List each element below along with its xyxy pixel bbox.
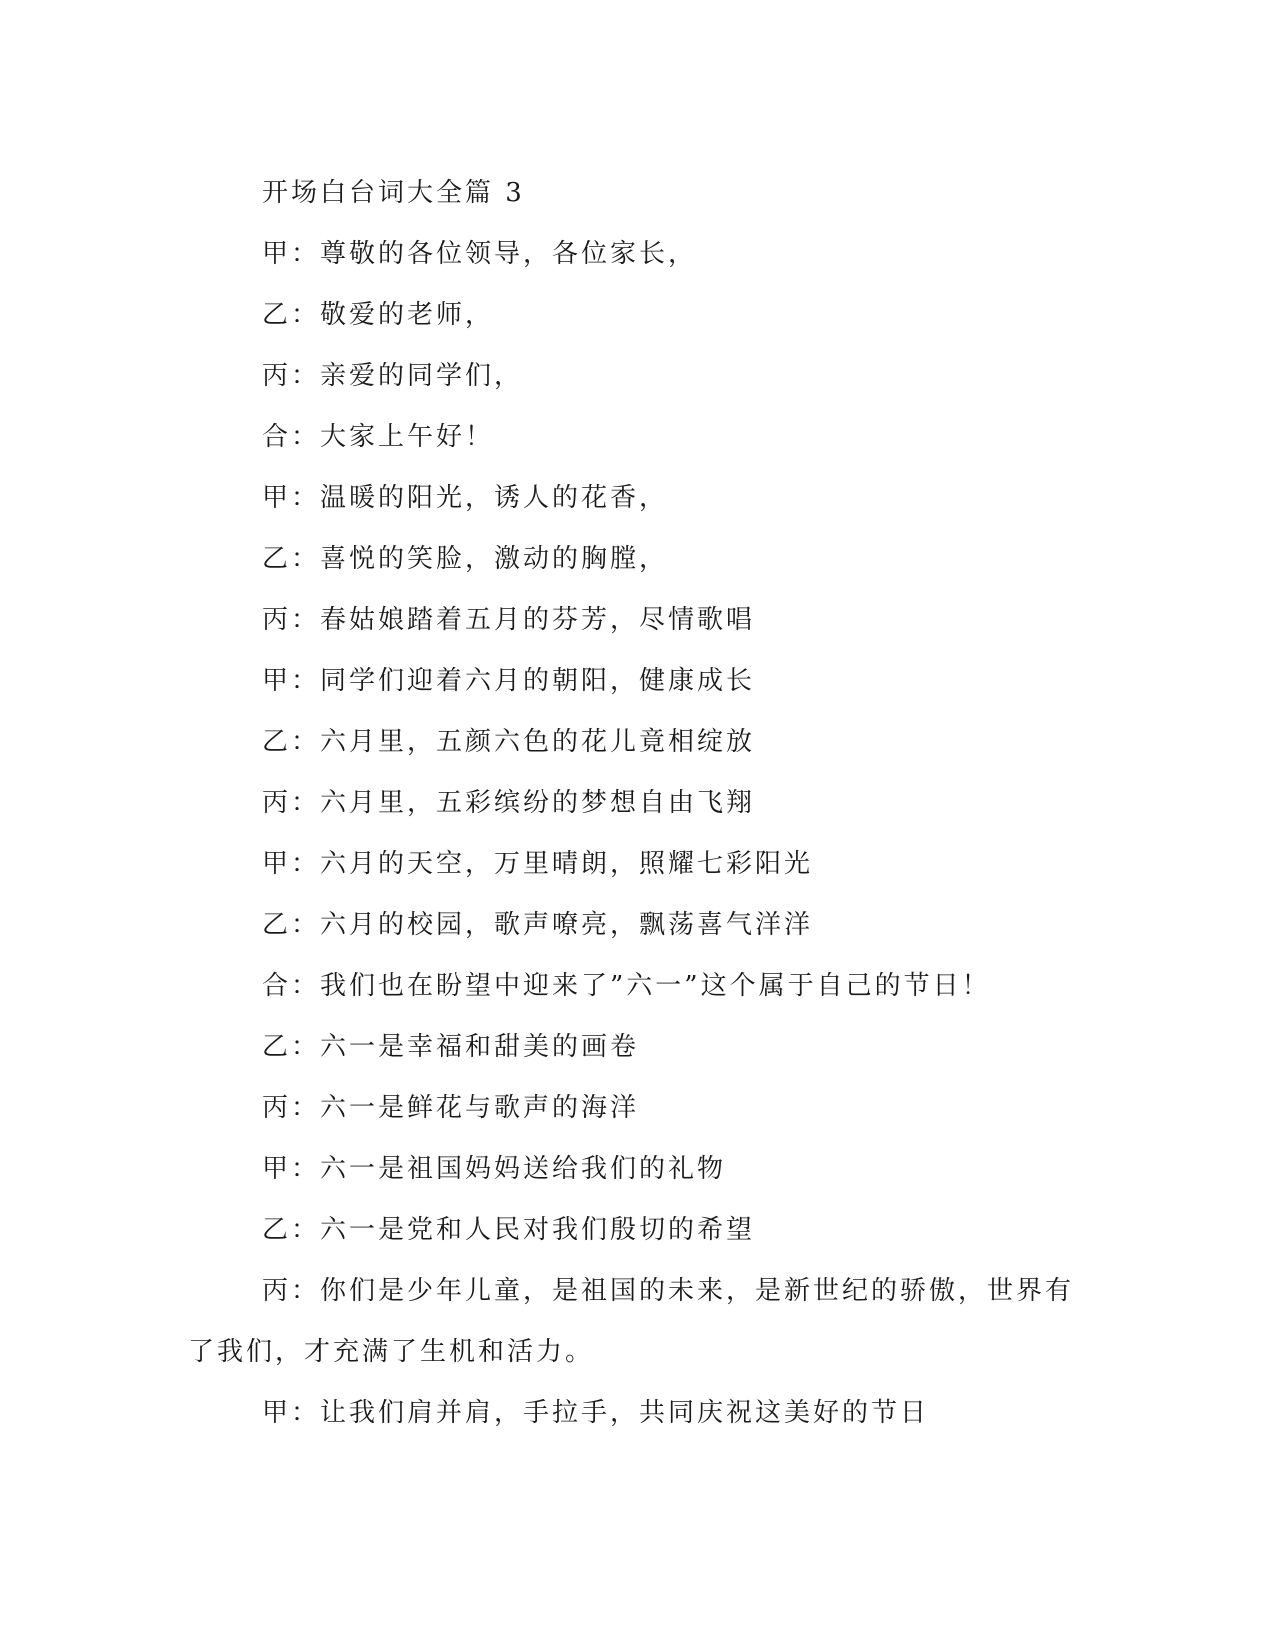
script-line: 乙：六一是幸福和甜美的画卷 xyxy=(262,1032,640,1062)
script-line: 丙：亲爱的同学们， xyxy=(262,361,524,391)
script-line: 丙：六一是鲜花与歌声的海洋 xyxy=(262,1093,640,1123)
script-line: 合：我们也在盼望中迎来了”六一”这个属于自己的节日！ xyxy=(262,971,991,1001)
script-line: 丙：六月里，五彩缤纷的梦想自由飞翔 xyxy=(262,788,756,818)
script-line: 乙：六月的校园，歌声嘹亮，飘荡喜气洋洋 xyxy=(262,910,814,940)
script-paragraph: 丙：你们是少年儿童，是祖国的未来，是新世纪的骄傲，世界有了我们，才充满了生机和活力。 xyxy=(188,1276,1075,1367)
script-line: 丙：春姑娘踏着五月的芬芳，尽情歌唱 xyxy=(262,605,756,635)
script-line: 乙：喜悦的笑脸，激动的胸膛， xyxy=(262,544,669,574)
script-line: 乙：敬爱的老师， xyxy=(262,300,495,330)
script-line: 甲：六一是祖国妈妈送给我们的礼物 xyxy=(262,1154,727,1184)
script-line: 甲：尊敬的各位领导，各位家长， xyxy=(262,239,698,269)
script-line: 甲：温暖的阳光，诱人的花香， xyxy=(262,483,669,513)
document-title: 开场白台词大全篇 3 xyxy=(262,178,525,208)
document-body xyxy=(188,163,1088,1444)
script-line: 合：大家上午好！ xyxy=(262,422,495,452)
script-line: 乙：六一是党和人民对我们殷切的希望 xyxy=(262,1215,756,1245)
script-line: 甲：六月的天空，万里晴朗，照耀七彩阳光 xyxy=(262,849,814,879)
script-line-last: 甲：让我们肩并肩，手拉手，共同庆祝这美好的节日 xyxy=(262,1398,930,1428)
script-line: 甲：同学们迎着六月的朝阳，健康成长 xyxy=(262,666,756,696)
script-line: 乙：六月里，五颜六色的花儿竟相绽放 xyxy=(262,727,756,757)
